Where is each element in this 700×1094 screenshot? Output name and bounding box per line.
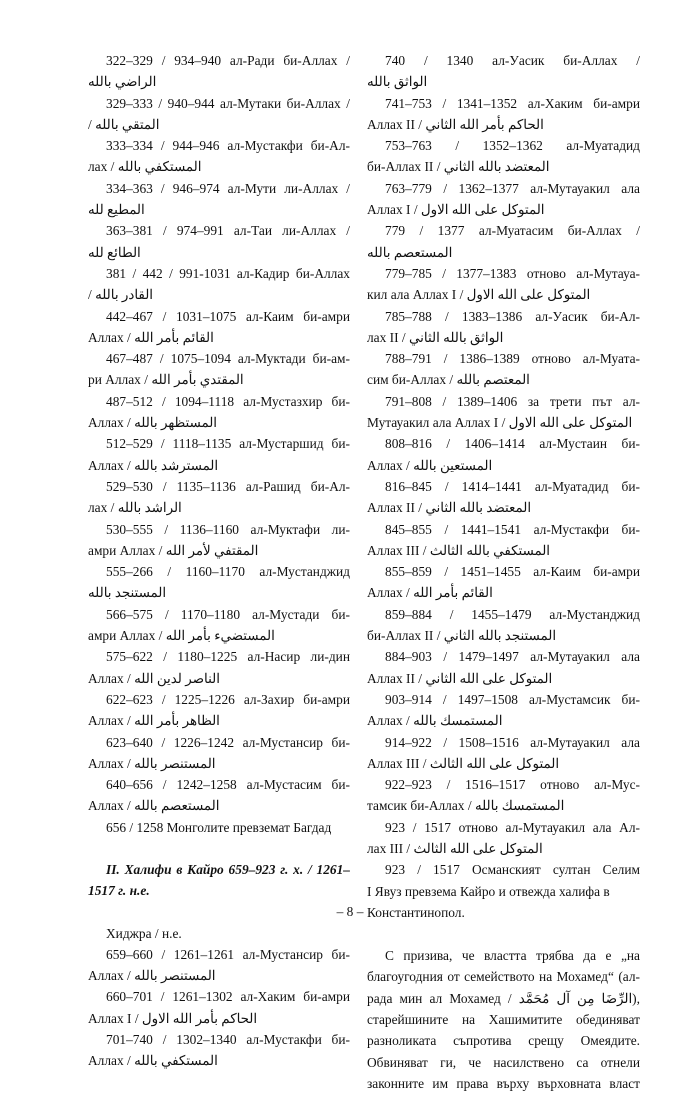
entry-line: 363–381 / 974–991 ал-Таи ли-Аллах / — [106, 223, 350, 239]
entry-line: 333–334 / 944–946 ал-Мустакфи би-Ал- — [106, 138, 350, 154]
entry-line: 487–512 / 1094–1118 ал-Мустазхир би- — [106, 393, 350, 409]
entry-line: 788–791 / 1386–1389 отново ал-Муата- — [385, 351, 640, 367]
entry-continuation: Аллах III / المتوكل على الله الثالث — [367, 755, 560, 771]
entry-line: 623–640 / 1226–1242 ал-Мустансир би- — [106, 734, 350, 750]
entry-line: 530–555 / 1136–1160 ал-Муктафи ли- — [106, 521, 350, 537]
caliph-entry — [88, 519, 350, 562]
entry-continuation: би-Аллах II / المستنجد بالله الثاني — [367, 628, 557, 644]
entry-continuation: Аллах / المستكفي بالله — [88, 1053, 218, 1069]
entry-line: 334–363 / 946–974 ал-Мути ли-Аллах / — [106, 180, 350, 196]
caliph-entry — [88, 944, 350, 987]
entry-line: 329–333 / 940–944 ал-Мутаки би-Аллах / — [106, 95, 350, 111]
caliph-entry — [367, 348, 640, 391]
entry-line: 529–530 / 1135–1136 ал-Рашид би-Ал- — [106, 478, 350, 494]
entry-line: 640–656 / 1242–1258 ал-Мустасим би- — [106, 777, 350, 793]
entry-continuation: лах / المستكفي بالله — [88, 159, 202, 175]
entry-continuation: Аллах II / المعتضد بالله الثاني — [367, 500, 532, 516]
caliph-entry — [367, 135, 640, 178]
entry-line: 845–855 / 1441–1541 ал-Мустакфи би- — [385, 521, 640, 537]
caliph-entry — [367, 476, 640, 519]
caliph-entry — [367, 93, 640, 136]
caliph-entry — [88, 476, 350, 519]
entry-line: 855–859 / 1451–1455 ал-Каим би-амри — [385, 564, 640, 580]
entry-continuation: Аллах / المسترشد بالله — [88, 457, 219, 473]
entry-line: 622–623 / 1225–1226 ал-Захир би-амри — [106, 691, 350, 707]
caliph-entry — [367, 433, 640, 476]
entry-line: 322–329 / 934–940 ал-Ради би-Аллах / — [106, 53, 350, 68]
caliph-list-cairo-continued — [367, 50, 640, 923]
entry-line: 467–487 / 1075–1094 ал-Муктади би-ам- — [106, 351, 350, 367]
caliph-entry — [367, 689, 640, 732]
entry-line: 660–701 / 1261–1302 ал-Хаким би-амри — [106, 989, 350, 1005]
entry-continuation: Аллах / المستعصم بالله — [88, 798, 220, 814]
entry-line: 555–266 / 1160–1170 ал-Мустанджид — [106, 564, 350, 580]
entry-line: 922–923 / 1516–1517 отново ал-Мус- — [385, 777, 640, 793]
caliph-entry — [367, 50, 640, 93]
caliph-entry — [88, 433, 350, 476]
entry-line: 884–903 / 1479–1497 ал-Мутауакил ала — [385, 649, 640, 665]
entry-line: 442–467 / 1031–1075 ал-Каим би-амри — [106, 308, 350, 324]
entry-continuation: Аллах / القائم بأمر الله — [88, 329, 214, 345]
entry-continuation: القادر بالله / — [88, 287, 153, 303]
entry-line: 753–763 / 1352–1362 ал-Муатадид — [385, 138, 640, 154]
entry-line: 656 / 1258 Монголите превземат Багдад — [106, 819, 332, 835]
caliph-entry — [367, 519, 640, 562]
entry-continuation: Аллах / المستعين بالله — [367, 457, 493, 473]
section-subheading: Хиджра / н.е. — [106, 925, 182, 941]
entry-continuation: амри Аллах / المقتفي لأمر الله — [88, 542, 259, 558]
caliph-list-baghdad — [88, 50, 350, 838]
entry-line: 763–779 / 1362–1377 ал-Мутауакил ала — [385, 180, 640, 196]
entry-continuation: I Явуз превзема Кайро и отвежда халифа в Константинопол. — [367, 883, 610, 920]
entry-continuation: المستنجد بالله — [88, 585, 167, 601]
caliph-entry — [88, 178, 350, 221]
entry-continuation: кил ала Аллах I / المتوكل على الله الاول — [367, 287, 591, 303]
caliph-entry — [88, 774, 350, 817]
entry-line: 816–845 / 1414–1441 ал-Муатадид би- — [385, 478, 640, 494]
right-column — [367, 50, 640, 1094]
entry-line: 808–816 / 1406–1414 ал-Мустаин би- — [385, 436, 640, 452]
entry-continuation: Аллах II / الحاكم بأمر الله الثاني — [367, 116, 544, 132]
entry-continuation: Аллах II / المتوكل على الله الثاني — [367, 670, 553, 686]
caliph-list-cairo — [88, 944, 350, 1072]
closing-paragraph: С призива, че властта трябва да е „на благоугодния от семейството на Мохамед“ (ал-рада мин ал Мохамед / الرِّضَا مِن آل مُحَمَّد), старейшините на Хашимитите обединяват разноликата съпротива срещу Омеядите. Обвиняват ги, че насилствено са отнели законните им права върху върховната власт — [367, 948, 640, 1091]
entry-continuation: би-Аллах II / المعتضد بالله الثاني — [367, 159, 550, 175]
entry-continuation: лах III / المتوكل على الله الثالث — [367, 840, 543, 856]
caliph-entry — [88, 391, 350, 434]
caliph-entry — [367, 178, 640, 221]
entry-line: 779 / 1377 ал-Муатасим би-Аллах / — [385, 223, 640, 239]
entry-continuation: Аллах I / المتوكل على الله الاول — [367, 202, 545, 218]
entry-line: 566–575 / 1170–1180 ал-Мустади би- — [106, 606, 350, 622]
entry-line: 512–529 / 1118–1135 ал-Мустаршид би- — [106, 436, 350, 452]
entry-line: 381 / 442 / 991-1031 ал-Кадир би-Аллах — [106, 265, 350, 281]
caliph-entry — [88, 646, 350, 689]
caliph-entry — [88, 1029, 350, 1072]
entry-continuation: المستعصم بالله — [367, 244, 453, 260]
entry-line: 740 / 1340 ал-Уасик би-Аллах / — [385, 53, 640, 68]
entry-continuation: Аллах / المستنصر بالله — [88, 968, 216, 984]
entry-continuation: Аллах / المستظهر بالله — [88, 415, 218, 431]
caliph-entry — [88, 93, 350, 136]
entry-line: 785–788 / 1383–1386 ал-Уасик би-Ал- — [385, 308, 640, 324]
caliph-entry — [367, 391, 640, 434]
caliph-entry — [88, 306, 350, 349]
page-number: – 8 – — [336, 904, 364, 919]
entry-continuation: Мутауакил ала Аллах I / المتوكل على الله الاول — [367, 415, 633, 431]
entry-line: 914–922 / 1508–1516 ал-Мутауакил ала — [385, 734, 640, 750]
caliph-entry — [88, 50, 350, 93]
caliph-entry — [367, 646, 640, 689]
caliph-entry — [88, 604, 350, 647]
caliph-entry — [367, 263, 640, 306]
entry-continuation: Аллах / الناصر لدين الله — [88, 670, 220, 686]
caliph-entry — [367, 561, 640, 604]
caliph-entry — [88, 135, 350, 178]
entry-continuation: Аллах III / المستكفي بالله الثالث — [367, 542, 551, 558]
entry-continuation: Аллах / الظاهر بأمر الله — [88, 713, 220, 729]
entry-continuation: амри Аллах / المستضيء بأمر الله — [88, 628, 275, 644]
caliph-entry — [367, 220, 640, 263]
entry-continuation: الطائع لله — [88, 244, 141, 260]
entry-continuation: тамсик би-Аллах / المستمسك بالله — [367, 798, 565, 814]
entry-continuation: Аллах / المستمسك بالله — [367, 713, 503, 729]
caliph-entry — [88, 689, 350, 732]
entry-line: 903–914 / 1497–1508 ал-Мустамсик би- — [385, 691, 640, 707]
entry-line: 659–660 / 1261–1261 ал-Мустансир би- — [106, 946, 350, 962]
caliph-entry — [367, 774, 640, 817]
caliph-entry — [88, 986, 350, 1029]
caliph-entry — [88, 263, 350, 306]
entry-continuation: лах / الراشد بالله — [88, 500, 182, 516]
entry-line: 779–785 / 1377–1383 отново ал-Мутауа- — [385, 265, 640, 281]
caliph-entry — [88, 817, 350, 838]
caliph-entry — [367, 306, 640, 349]
caliph-entry — [88, 732, 350, 775]
entry-continuation: المطيع لله — [88, 202, 145, 218]
entry-line: 791–808 / 1389–1406 за трети път ал- — [385, 393, 640, 409]
entry-line: 741–753 / 1341–1352 ал-Хаким би-амри — [385, 95, 640, 111]
entry-continuation: лах II / الواثق بالله الثاني — [367, 329, 504, 345]
entry-line: 923 / 1517 отново ал-Мутауакил ала Ал- — [385, 819, 640, 835]
entry-line: 575–622 / 1180–1225 ал-Насир ли-дин — [106, 649, 350, 665]
caliph-entry — [367, 817, 640, 860]
entry-continuation: المتقي بالله / — [88, 116, 160, 132]
entry-line: 859–884 / 1455–1479 ал-Мустанджид — [385, 606, 640, 622]
entry-line: 923 / 1517 Османският султан Селим — [385, 862, 640, 878]
entry-continuation: сим би-Аллах / المعتصم بالله — [367, 372, 530, 388]
caliph-entry — [367, 604, 640, 647]
entry-continuation: Аллах I / الحاكم بأمر الله الاول — [88, 1010, 258, 1026]
entry-continuation: الواثق بالله — [367, 74, 428, 90]
caliph-entry — [88, 220, 350, 263]
caliph-entry — [367, 732, 640, 775]
entry-continuation: ри Аллах / المقتدي بأمر الله — [88, 372, 244, 388]
caliph-entry — [88, 348, 350, 391]
entry-continuation: Аллах / القائم بأمر الله — [367, 585, 493, 601]
entry-continuation: Аллах / المستنصر بالله — [88, 755, 216, 771]
section-heading: II. Халифи в Кайро 659–923 г. х. / 1261–1517 г. н.е. — [88, 861, 350, 899]
entry-continuation: الراضي بالله — [88, 74, 157, 90]
entry-line: 701–740 / 1302–1340 ал-Мустакфи би- — [106, 1032, 350, 1048]
caliph-entry — [88, 561, 350, 604]
